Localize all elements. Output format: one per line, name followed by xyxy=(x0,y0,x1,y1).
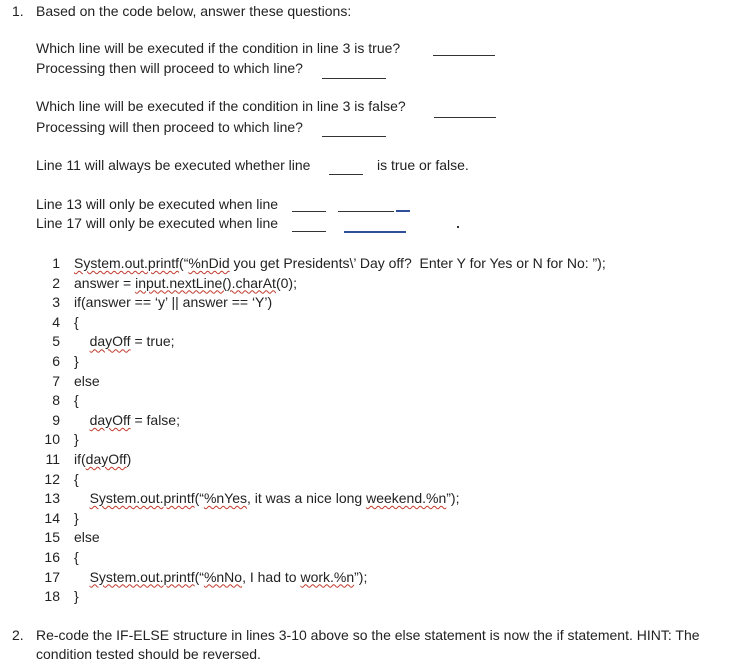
code-line-number: 4 xyxy=(52,313,60,330)
code-line xyxy=(0,471,750,491)
code-token xyxy=(74,490,90,506)
code-token: } xyxy=(74,353,79,369)
code-line xyxy=(0,549,750,569)
question-2-number: 2. xyxy=(12,627,24,643)
code-line-number: 1 xyxy=(52,255,60,271)
code-line-number: 8 xyxy=(52,392,60,409)
code-line-text xyxy=(74,451,131,468)
code-line xyxy=(0,255,750,275)
code-line-text xyxy=(74,392,79,409)
code-line-number: 12 xyxy=(44,470,60,487)
code-token: } xyxy=(74,588,79,605)
answer-blank-9[interactable] xyxy=(344,231,406,233)
code-line xyxy=(0,333,750,353)
code-token: , it was a nice long xyxy=(247,490,367,507)
code-token-flagged: %nDid xyxy=(188,255,230,271)
code-token: } xyxy=(74,509,79,526)
code-line xyxy=(0,431,750,451)
code-line-text xyxy=(74,353,79,370)
code-line-number: 15 xyxy=(44,529,60,546)
q1-line-true-exec: Which line will be executed if the condition in line 3 is true? xyxy=(36,40,401,56)
answer-blank-6[interactable] xyxy=(292,211,326,212)
answer-blank-1[interactable] xyxy=(433,55,495,56)
code-token: ) xyxy=(126,451,132,467)
q1-line-false-exec: Which line will be executed if the condition in line 3 is false? xyxy=(36,98,406,114)
q1-line-true-proceed: Processing then will proceed to which line? xyxy=(36,60,303,76)
code-line-number: 9 xyxy=(52,411,60,428)
code-line-number: 16 xyxy=(44,549,60,565)
code-line-number: 17 xyxy=(44,568,60,585)
code-token-flagged: System.out.printf xyxy=(89,568,195,585)
code-line-text xyxy=(74,255,606,272)
code-token-flagged: %nYes xyxy=(203,490,248,507)
code-line-text xyxy=(74,275,297,292)
q1-line-false-proceed: Processing will then proceed to which line? xyxy=(36,119,303,135)
code-token: { xyxy=(74,392,79,409)
code-line-text xyxy=(74,373,100,390)
code-token-flagged: System.out.printf xyxy=(74,255,180,271)
code-token: (“ xyxy=(194,490,204,507)
code-token-flagged: dayOff xyxy=(85,451,127,467)
code-token: } xyxy=(74,431,79,448)
code-token-flagged: %nNo xyxy=(203,568,243,585)
answer-blank-2[interactable] xyxy=(322,78,386,79)
code-line-text xyxy=(74,314,79,331)
code-token: = false; xyxy=(130,411,180,428)
q1-line-13-text: Line 13 will only be executed when line xyxy=(36,196,279,212)
q1-line-17-text: Line 17 will only be executed when line xyxy=(36,215,279,231)
code-token: ”); xyxy=(446,490,460,507)
code-token: if(answer == ‘y’ || answer == ‘Y’) xyxy=(74,294,273,311)
code-line-text xyxy=(74,510,79,527)
code-line-text xyxy=(74,490,459,507)
code-line-number: 3 xyxy=(52,294,60,311)
code-line-text xyxy=(74,471,79,488)
code-token: , I had to xyxy=(242,568,301,585)
code-token: { xyxy=(74,549,79,565)
question-1-prompt: Based on the code below, answer these questions: xyxy=(36,3,352,19)
answer-blank-7[interactable] xyxy=(338,211,394,212)
code-token xyxy=(74,412,90,428)
code-token: { xyxy=(74,313,79,330)
code-line-number: 11 xyxy=(45,451,60,467)
code-line xyxy=(0,294,750,314)
code-token: answer = xyxy=(74,274,136,291)
code-line-number: 13 xyxy=(44,490,60,507)
answer-blank-3[interactable] xyxy=(434,117,496,118)
answer-blank-7-mark xyxy=(396,210,410,212)
code-line xyxy=(0,275,750,295)
code-token xyxy=(74,333,90,349)
code-line-text xyxy=(74,294,272,311)
code-token: (“ xyxy=(179,255,189,271)
code-line-text xyxy=(74,588,79,605)
code-line xyxy=(0,373,750,393)
code-line xyxy=(0,588,750,608)
code-line xyxy=(0,529,750,549)
q1-line-11-text: Line 11 will always be executed whether line xyxy=(36,157,311,173)
code-line xyxy=(0,412,750,432)
code-token: = true; xyxy=(130,333,175,350)
code-line-number: 6 xyxy=(52,353,60,369)
answer-blank-5[interactable] xyxy=(329,174,363,175)
question-2-line-2: condition tested should be reversed. xyxy=(36,646,261,662)
code-line-text xyxy=(74,431,79,448)
code-line-number: 7 xyxy=(52,372,60,389)
answer-blank-8[interactable] xyxy=(292,231,326,232)
code-line xyxy=(0,569,750,589)
code-line-text xyxy=(74,529,100,546)
code-token: else xyxy=(74,529,100,546)
code-line xyxy=(0,392,750,412)
code-token-flagged: dayOff xyxy=(89,411,131,428)
code-token-flagged: dayOff xyxy=(89,333,131,350)
code-token xyxy=(74,569,90,585)
code-token: ”); xyxy=(354,568,368,585)
q1-line-11-suffix: is true or false. xyxy=(377,157,469,173)
code-token: if( xyxy=(74,451,86,467)
question-1-number: 1. xyxy=(12,3,24,19)
code-line-text xyxy=(74,549,79,566)
code-line-text xyxy=(74,333,175,350)
code-token: (“ xyxy=(194,568,204,585)
code-line-number: 18 xyxy=(44,588,60,605)
code-line-number: 5 xyxy=(52,333,60,350)
code-token: { xyxy=(74,470,79,487)
code-line xyxy=(0,314,750,334)
code-line xyxy=(0,451,750,471)
code-token-flagged: input.nextLine().charAt xyxy=(135,274,276,291)
code-token: (0); xyxy=(275,274,297,291)
code-token-flagged: weekend.%n xyxy=(366,490,447,507)
code-token-flagged: work.%n xyxy=(300,568,355,585)
code-line xyxy=(0,490,750,510)
code-line-number: 14 xyxy=(44,509,60,526)
question-2-line-1: Re-code the IF-ELSE structure in lines 3-10 above so the else statement is now the if statement. HINT: The xyxy=(36,627,700,643)
code-line-text xyxy=(74,412,180,429)
stray-dot xyxy=(457,226,459,228)
code-line-number: 10 xyxy=(44,431,60,448)
code-token-flagged: System.out.printf xyxy=(89,490,195,507)
code-line xyxy=(0,510,750,530)
code-token: you get Presidents\’ Day off? Enter Y for Yes or N for No: ”); xyxy=(229,255,606,271)
code-line xyxy=(0,353,750,373)
code-token: else xyxy=(74,372,100,389)
answer-blank-4[interactable] xyxy=(322,136,386,137)
code-line-text xyxy=(74,569,367,586)
code-line-number: 2 xyxy=(52,274,60,291)
